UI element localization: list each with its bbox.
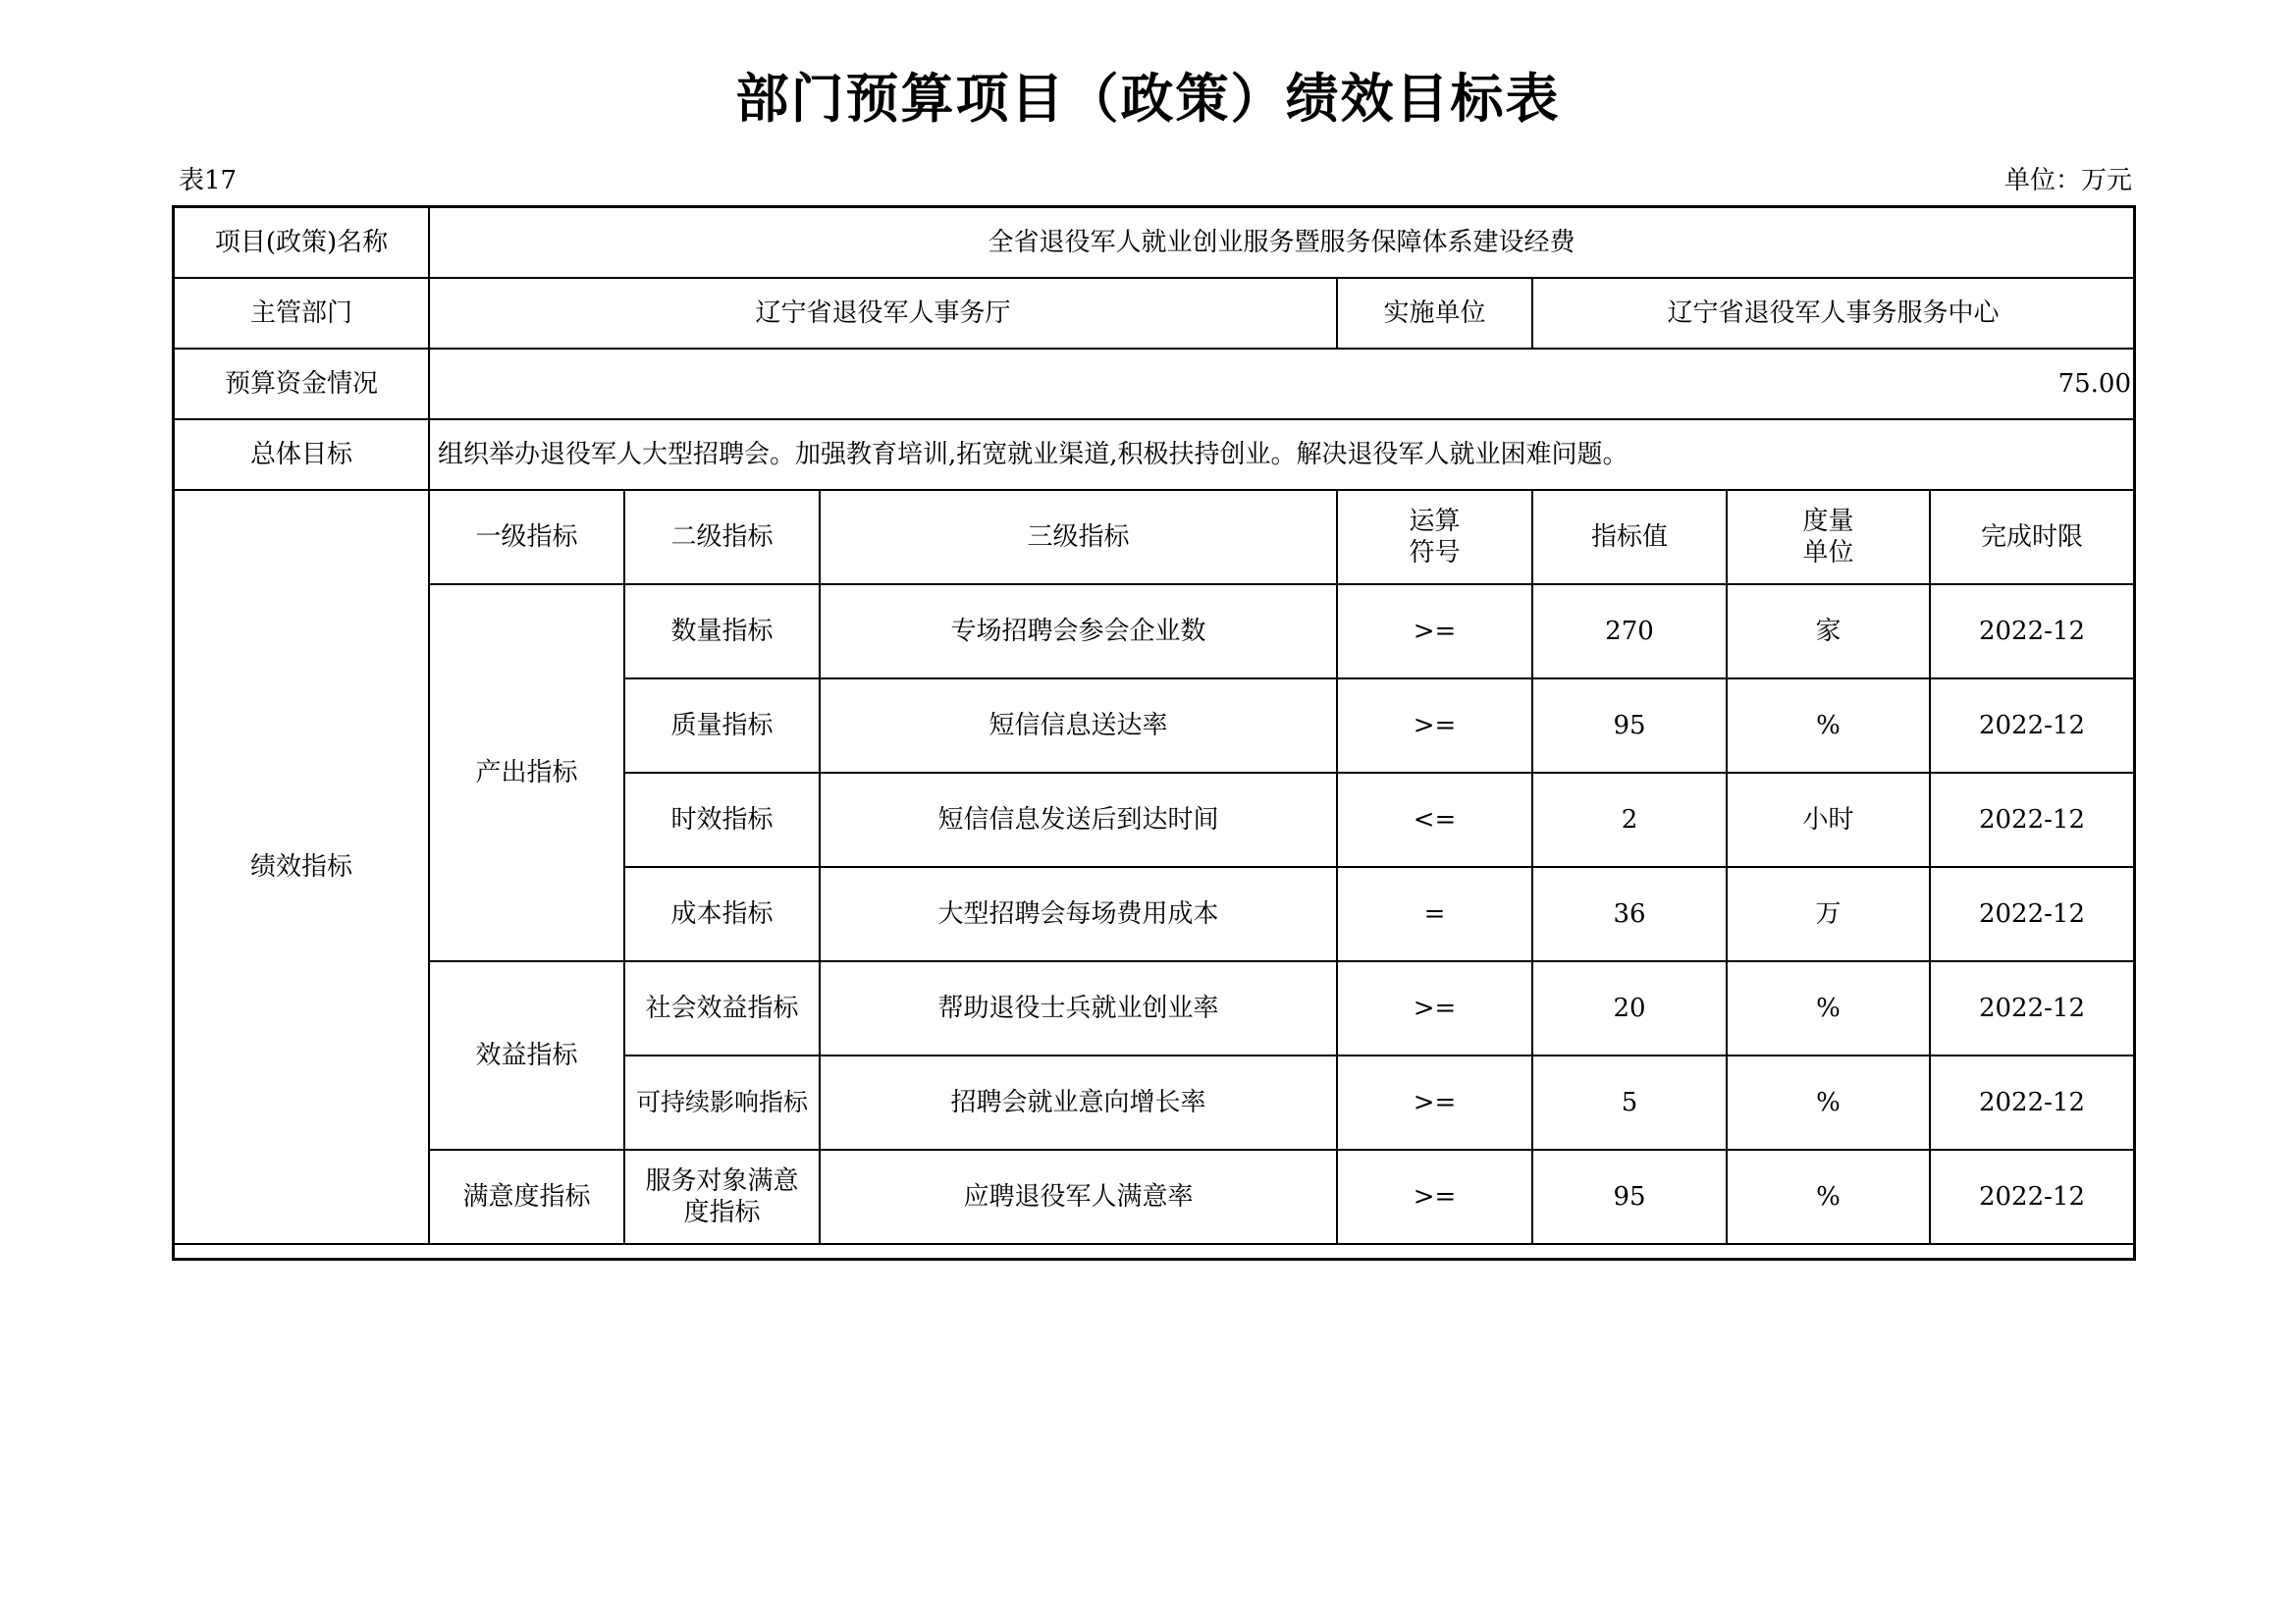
row-unit: % <box>1727 1056 1930 1150</box>
row-value: 5 <box>1532 1056 1727 1150</box>
page-title: 部门预算项目（政策）绩效目标表 <box>735 68 1561 130</box>
department-row <box>174 278 2134 349</box>
table-row <box>174 961 2134 1056</box>
row-deadline: 2022-12 <box>1930 584 2134 678</box>
row-deadline: 2022-12 <box>1930 961 2134 1056</box>
row-operator: = <box>1337 867 1532 961</box>
row-unit: % <box>1727 678 1930 773</box>
row-deadline: 2022-12 <box>1930 867 2134 961</box>
row-level2: 数量指标 <box>624 584 820 678</box>
row-level3: 应聘退役军人满意率 <box>820 1150 1337 1244</box>
row-operator: >= <box>1337 678 1532 773</box>
row-operator: >= <box>1337 1150 1532 1244</box>
unit-label: 单位：万元 <box>2003 166 2132 195</box>
row-deadline: 2022-12 <box>1930 1056 2134 1150</box>
row-level3: 帮助退役士兵就业创业率 <box>820 961 1337 1056</box>
row-level2: 质量指标 <box>624 678 820 773</box>
header-deadline: 完成时限 <box>1930 490 2134 584</box>
row-value: 2 <box>1532 773 1727 867</box>
table-number: 表17 <box>179 166 238 195</box>
row-operator: >= <box>1337 961 1532 1056</box>
header-level1: 一级指标 <box>429 490 624 584</box>
row-level3: 专场招聘会参会企业数 <box>820 584 1337 678</box>
row-unit: % <box>1727 961 1930 1056</box>
table-row <box>174 584 2134 678</box>
row-unit: 家 <box>1727 584 1930 678</box>
header-level2: 二级指标 <box>624 490 820 584</box>
row-deadline: 2022-12 <box>1930 678 2134 773</box>
row-value: 20 <box>1532 961 1727 1056</box>
row-value: 36 <box>1532 867 1727 961</box>
row-level2: 服务对象满意度指标 <box>624 1150 820 1244</box>
row-deadline: 2022-12 <box>1930 1150 2134 1244</box>
row-level3: 短信信息发送后到达时间 <box>820 773 1337 867</box>
impl-label: 实施单位 <box>1337 278 1532 349</box>
indicator-header-row <box>174 490 2134 584</box>
project-name-row <box>174 207 2134 278</box>
group-output: 产出指标 <box>429 584 624 961</box>
row-level2: 成本指标 <box>624 867 820 961</box>
goal-label: 总体目标 <box>174 419 429 490</box>
goal-value: 组织举办退役军人大型招聘会。加强教育培训,拓宽就业渠道,积极扶持创业。解决退役军人就业困难问题。 <box>429 419 2134 490</box>
row-value: 95 <box>1532 678 1727 773</box>
row-deadline: 2022-12 <box>1930 773 2134 867</box>
row-level3: 大型招聘会每场费用成本 <box>820 867 1337 961</box>
dept-value: 辽宁省退役军人事务厅 <box>429 278 1337 349</box>
row-level2: 时效指标 <box>624 773 820 867</box>
dept-label: 主管部门 <box>174 278 429 349</box>
row-level2: 可持续影响指标 <box>624 1056 820 1150</box>
perf-label: 绩效指标 <box>174 490 429 1244</box>
goal-row <box>174 419 2134 490</box>
table-row <box>174 1150 2134 1244</box>
row-operator: >= <box>1337 584 1532 678</box>
row-value: 270 <box>1532 584 1727 678</box>
row-operator: >= <box>1337 1056 1532 1150</box>
performance-table <box>173 206 2135 1245</box>
row-level2: 社会效益指标 <box>624 961 820 1056</box>
header-level3: 三级指标 <box>820 490 1337 584</box>
row-unit: 小时 <box>1727 773 1930 867</box>
group-satisfaction: 满意度指标 <box>429 1150 624 1244</box>
row-level3: 短信信息送达率 <box>820 678 1337 773</box>
group-benefit: 效益指标 <box>429 961 624 1150</box>
row-unit: % <box>1727 1150 1930 1244</box>
header-unit: 度量 单位 <box>1727 490 1930 584</box>
budget-label: 预算资金情况 <box>174 349 429 419</box>
project-name-value: 全省退役军人就业创业服务暨服务保障体系建设经费 <box>429 207 2134 278</box>
budget-value: 75.00 <box>429 349 2134 419</box>
project-name-label: 项目(政策)名称 <box>174 207 429 278</box>
budget-row <box>174 349 2134 419</box>
row-value: 95 <box>1532 1150 1727 1244</box>
impl-value: 辽宁省退役军人事务服务中心 <box>1532 278 2134 349</box>
header-value: 指标值 <box>1532 490 1727 584</box>
row-unit: 万 <box>1727 867 1930 961</box>
header-operator: 运算 符号 <box>1337 490 1532 584</box>
row-level3: 招聘会就业意向增长率 <box>820 1056 1337 1150</box>
row-operator: <= <box>1337 773 1532 867</box>
